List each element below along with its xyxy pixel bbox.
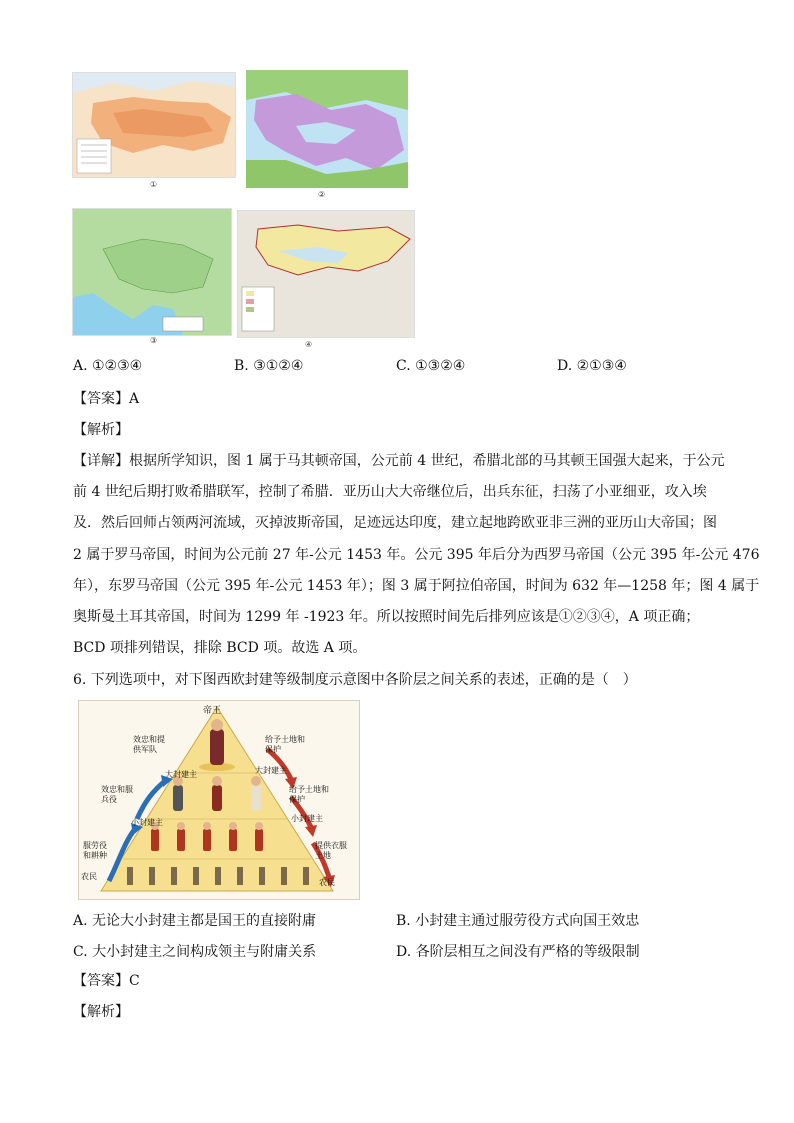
map-caption-3: ③ xyxy=(150,336,158,345)
label-small-lord-left: 小封建主 xyxy=(131,818,163,827)
label-right-arrow-top: 给予土地和保护 xyxy=(265,735,305,754)
map-macedonian-empire xyxy=(72,72,236,178)
q5-answer: 【答案】A xyxy=(73,391,140,407)
q5-option-b: B. ③①②④ xyxy=(234,358,304,374)
q6-stem: 6. 下列选项中，对下图西欧封建等级制度示意图中各阶层之间关系的表述，正确的是（ ） xyxy=(73,672,637,688)
label-left-arrow-bottom: 服劳役和耕种 xyxy=(83,841,107,860)
label-great-lord-left: 大封建主 xyxy=(165,770,197,779)
q5-detail-line-3: 及．然后回师占领两河流域，灭掉波斯帝国，足迹远达印度，建立起地跨欧亚非三洲的亚历山大帝国；图 xyxy=(73,515,717,531)
q5-analysis-label: 【解析】 xyxy=(73,422,129,438)
feudal-hierarchy-diagram xyxy=(78,700,360,900)
label-small-lord-right: 小封建主 xyxy=(291,814,323,823)
label-king: 帝王 xyxy=(203,706,222,716)
q5-detail-line-2: 前 4 世纪后期打败希腊联军，控制了希腊．亚历山大大帝继位后，出兵东征，扫荡了小亚细亚，攻入埃 xyxy=(73,484,707,500)
map-caption-4: ④ xyxy=(305,340,313,349)
q5-detail-line-5: 年），东罗马帝国（公元 395 年-公元 1453 年）；图 3 属于阿拉伯帝国，时间为 632 年—1258 年；图 4 属于 xyxy=(73,578,760,594)
map-caption-2: ② xyxy=(318,190,326,199)
q5-detail-line-1: 【详解】根据所学知识，图 1 属于马其顿帝国，公元前 4 世纪，希腊北部的马其顿王国强大起来，于公元 xyxy=(73,453,725,469)
label-right-arrow-mid: 给予土地和保护 xyxy=(289,785,329,804)
q5-detail-line-4: 2 属于罗马帝国，时间为公元前 27 年-公元 1453 年。公元 395 年后分为西罗马帝国（公元 395 年-公元 476 xyxy=(73,547,760,563)
q5-option-a: A. ①②③④ xyxy=(73,358,143,374)
q6-option-c: C. 大小封建主之间构成领主与附庸关系 xyxy=(73,944,317,960)
map-caption-1: ① xyxy=(150,180,158,189)
q6-option-b: B. 小封建主通过服劳役方式向国王效忠 xyxy=(396,913,640,929)
label-right-arrow-bottom: 提供衣服土地 xyxy=(315,841,347,860)
label-great-lord-right: 大封建主 xyxy=(255,766,287,775)
label-peasant-left: 农民 xyxy=(81,872,97,881)
q6-answer: 【答案】C xyxy=(73,973,140,989)
map-ottoman-empire xyxy=(237,210,415,338)
q6-option-a: A. 无论大小封建主都是国王的直接附庸 xyxy=(73,913,317,929)
label-left-arrow-mid: 效忠和服兵役 xyxy=(101,785,133,804)
map-arab-empire xyxy=(72,208,232,336)
label-left-arrow-top: 效忠和提供军队 xyxy=(133,735,165,754)
q5-option-d: D. ②①③④ xyxy=(557,358,627,374)
q5-detail-line-6: 奥斯曼土耳其帝国，时间为 1299 年 -1923 年。所以按照时间先后排列应该是①②③④，A 项正确； xyxy=(73,609,700,625)
label-peasant-right: 农民 xyxy=(319,878,335,887)
map-roman-empire xyxy=(246,70,408,188)
q5-detail-line-7: BCD 项排列错误，排除 BCD 项。故选 A 项。 xyxy=(73,640,367,656)
q6-analysis-label: 【解析】 xyxy=(73,1004,129,1020)
q6-option-d: D. 各阶层相互之间没有严格的等级限制 xyxy=(396,944,640,960)
q5-option-c: C. ①③②④ xyxy=(396,358,466,374)
